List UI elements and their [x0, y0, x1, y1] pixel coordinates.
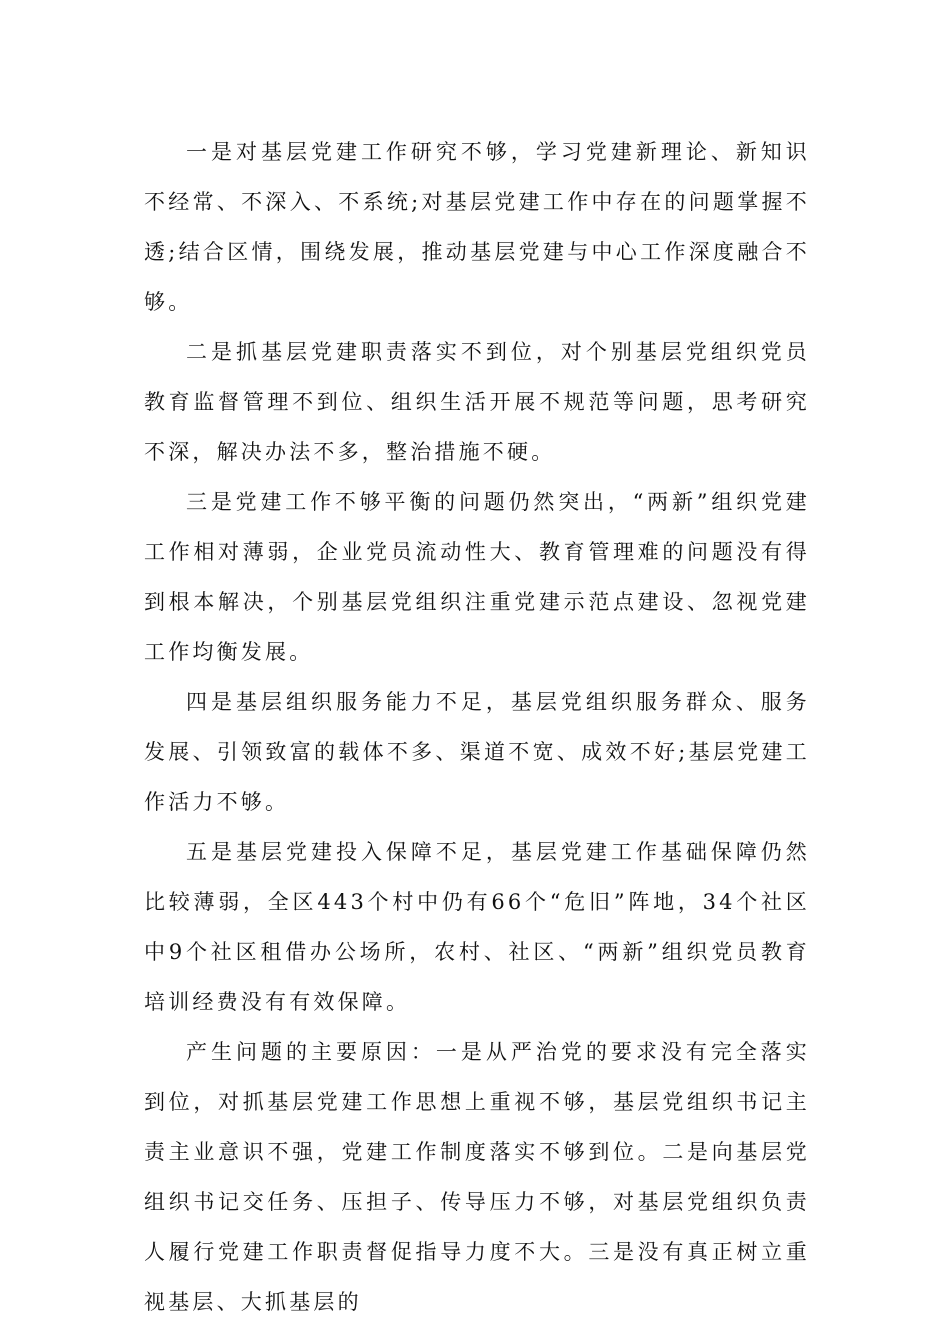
- paragraph-6: 产生问题的主要原因：一是从严治党的要求没有完全落实到位，对抓基层党建工作思想上重视不够，基层党组织书记主责主业意识不强，党建工作制度落实不够到位。二是向基层党组织书记交任务、压担子、传导压力不够，对基层党组织负责人履行党建工作职责督促指导力度不大。三是没有真正树立重视基层、大抓基层的: [144, 1040, 810, 1314]
- paragraph-2: 二是抓基层党建职责落实不到位，对个别基层党组织党员教育监督管理不到位、组织生活开展不规范等问题，思考研究不深，解决办法不多，整治措施不硬。: [144, 340, 810, 464]
- paragraph-4: 四是基层组织服务能力不足，基层党组织服务群众、服务发展、引领致富的载体不多、渠道不宽、成效不好;基层党建工作活力不够。: [144, 690, 810, 814]
- paragraph-1: 一是对基层党建工作研究不够，学习党建新理论、新知识不经常、不深入、不系统;对基层党建工作中存在的问题掌握不透;结合区情，围绕发展，推动基层党建与中心工作深度融合不够。: [144, 140, 810, 314]
- paragraph-3: 三是党建工作不够平衡的问题仍然突出，“两新”组织党建工作相对薄弱，企业党员流动性大、教育管理难的问题没有得到根本解决，个别基层党组织注重党建示范点建设、忽视党建工作均衡发展。: [144, 490, 810, 664]
- paragraph-5: 五是基层党建投入保障不足，基层党建工作基础保障仍然比较薄弱，全区443个村中仍有66个“危旧”阵地，34个社区中9个社区租借办公场所，农村、社区、“两新”组织党员教育培训经费没有有效保障。: [144, 840, 810, 1014]
- document-body: [144, 127, 810, 1327]
